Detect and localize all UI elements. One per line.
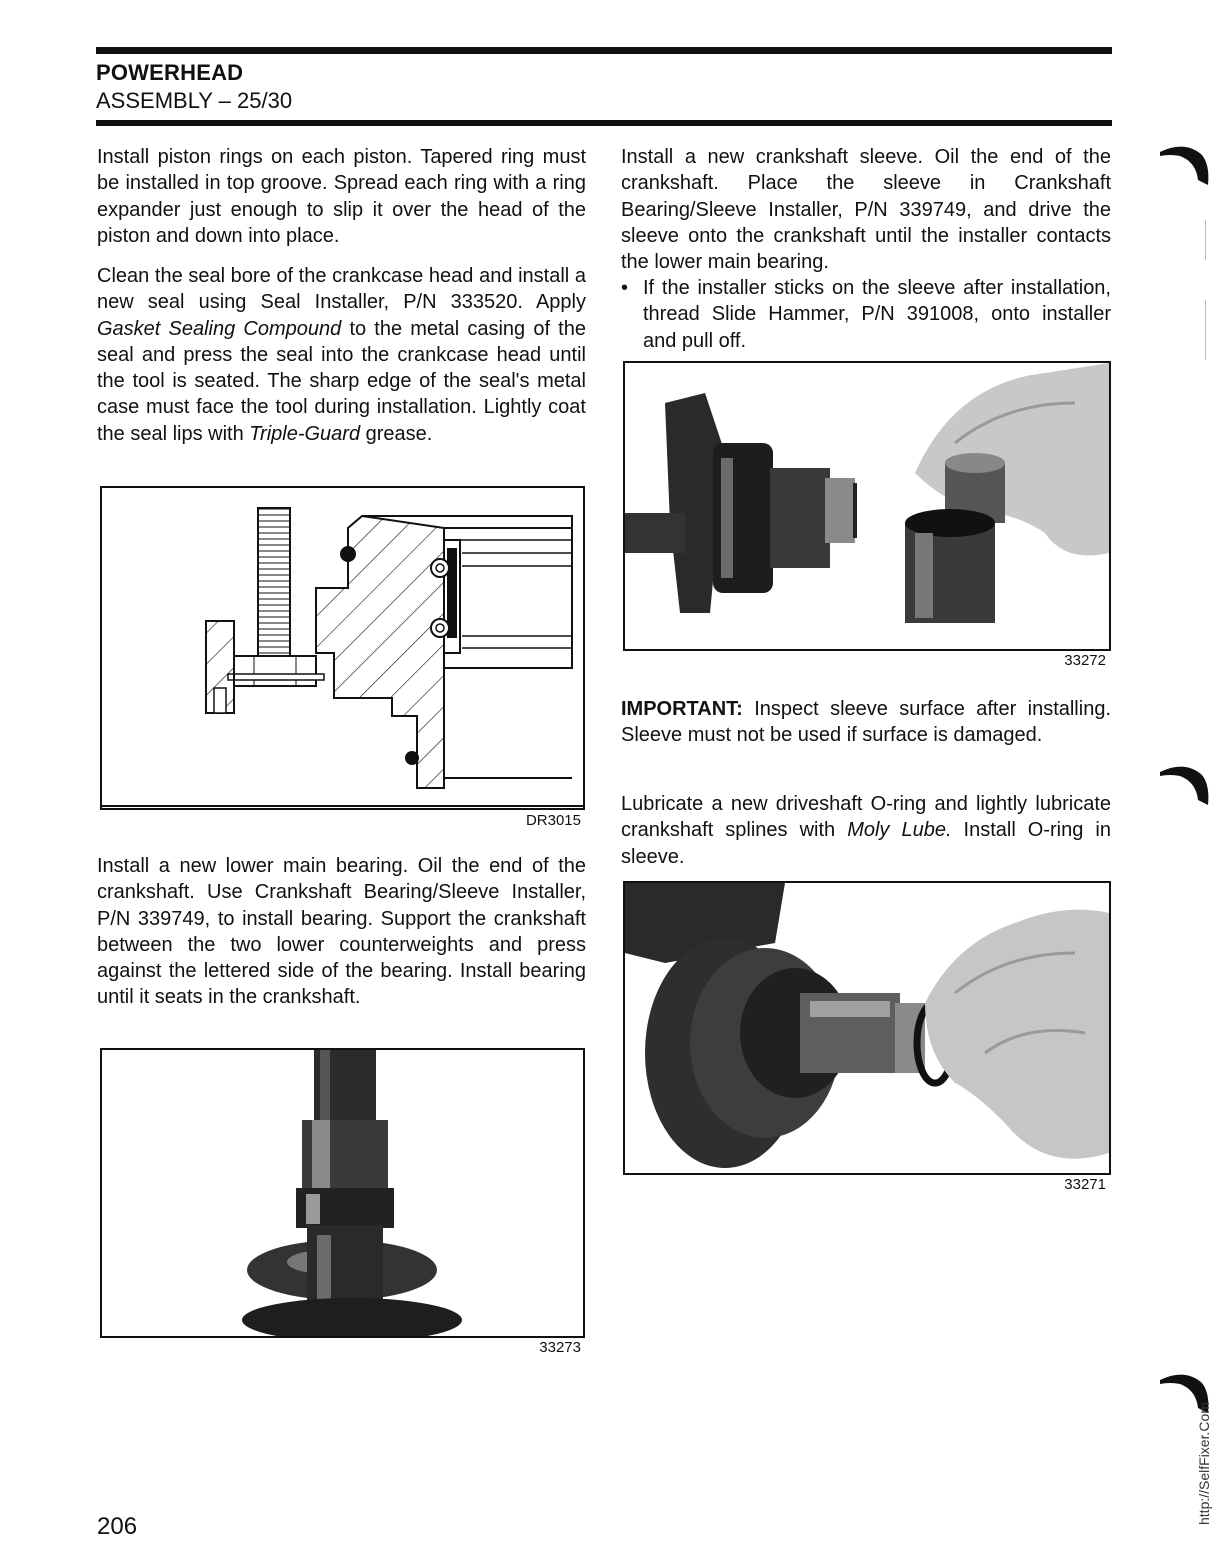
figure-caption-33272: 33272 (1064, 652, 1106, 669)
section-subtitle: ASSEMBLY – 25/30 (96, 88, 293, 113)
right-paragraph-sleeve: Install a new crankshaft sleeve. Oil the end of the crankshaft. Place the sleeve in Crankshaft Bearing/Sleeve Installer, P/N 339749, and drive the sleeve onto the crankshaft until the installer contacts the lower main bearing. (621, 146, 1111, 274)
figure-oring-photo (623, 881, 1111, 1175)
bullet-icon: • (621, 277, 629, 299)
header-top-rule (96, 47, 1112, 54)
edge-line (1205, 220, 1206, 260)
left-paragraph-piston-rings: Install piston rings on each piston. Tapered ring must be installed in top groove. Spread each ring with a ring expander just enough to slip it over the head of the piston and down into place. (97, 146, 586, 247)
figure-sleeve-installer-photo (623, 361, 1111, 651)
right-paragraph-oring: Lubricate a new driveshaft O-ring and lightly lubricate crankshaft splines with Moly Lube. Install O-ring in sleeve. (621, 793, 1111, 868)
right-paragraph-important: IMPORTANT: Inspect sleeve surface after installing. Sleeve must not be used if surface is damaged. (621, 698, 1111, 747)
figure-seal-installer-diagram (100, 486, 585, 810)
left-paragraph-main-bearing: Install a new lower main bearing. Oil the end of the crankshaft. Use Crankshaft Bearing/Sleeve Installer, P/N 339749, to install bearing. Support the crankshaft between the two lower counterweights and press against the lettered side of the bearing. Install bearing until it seats in the crankshaft. (97, 855, 586, 1009)
figure-caption-33273: 33273 (539, 1339, 581, 1356)
figure-caption-33271: 33271 (1064, 1176, 1106, 1193)
figure-caption-dr3015: DR3015 (525, 812, 581, 829)
section-title: POWERHEAD (96, 60, 244, 85)
figure-bearing-installer-photo (100, 1048, 585, 1338)
edge-line (1205, 300, 1206, 360)
bullet-text: If the installer sticks on the sleeve after installation, thread Slide Hammer, P/N 391008, onto installer and pull off. (643, 277, 1111, 352)
important-label: IMPORTANT: (621, 698, 743, 720)
header-bottom-rule (96, 120, 1112, 126)
watermark: http://SelfFixer.Com (1196, 1402, 1212, 1525)
page-tab-mark (1160, 140, 1210, 200)
left-paragraph-seal: Clean the seal bore of the crankcase head and install a new seal using Seal Installer, P/N 333520. Apply Gasket Sealing Compound to the metal casing of the seal and press the seal into the crankcase head until the tool is seated. The sharp edge of the seal's metal case must face the tool during installation. Lightly coat the seal lips with Triple-Guard grease. (97, 265, 586, 445)
page-number: 206 (97, 1513, 138, 1540)
page-tab-mark (1160, 760, 1210, 820)
bullet-slide-hammer (621, 275, 1111, 354)
